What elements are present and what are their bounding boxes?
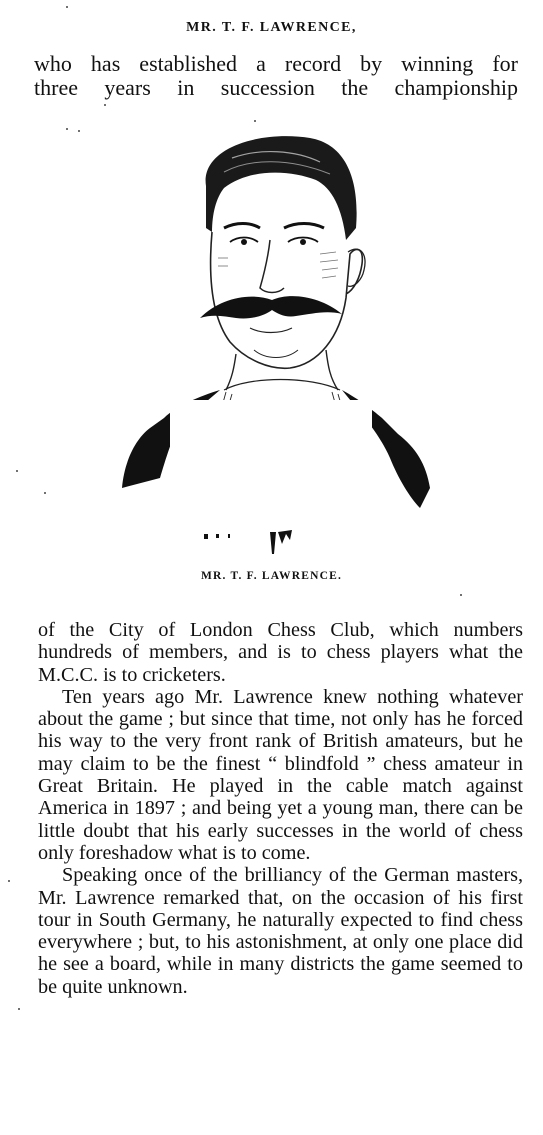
portrait-caption: MR. T. F. LAWRENCE.	[200, 570, 343, 582]
portrait-moustache	[200, 296, 342, 318]
portrait-engraving	[120, 128, 432, 558]
intro-line-2: three years in succession the championship	[34, 75, 518, 100]
article-paragraph: Speaking once of the brilliancy of the German masters, Mr. Lawrence remarked that, on the occasion of his first tour in South Germany, he naturally expected to find chess everywhere ; but, to his astonishment, at only one place did he see a board, while in many districts the game seemed to be quite unknown.	[38, 864, 523, 998]
article-body	[38, 619, 523, 998]
page-heading: MR. T. F. LAWRENCE,	[186, 20, 357, 35]
article-paragraph: Ten years ago Mr. Lawrence knew nothing whatever about the game ; but since that time, not only has he forced his way to the very front rank of British amateurs, but he may claim to be the finest “ blindfold ” chess amateur in Great Britain. He played in the cable match against America in 1897 ; and being yet a young man, there can be little doubt that his early successes in the world of chess only foreshadow what is to come.	[38, 685, 523, 864]
article-paragraph: of the City of London Chess Club, which numbers hundreds of members, and is to chess players what the M.C.C. is to cricketers.	[38, 619, 523, 686]
intro-line-1: who has established a record by winning for	[34, 51, 518, 76]
